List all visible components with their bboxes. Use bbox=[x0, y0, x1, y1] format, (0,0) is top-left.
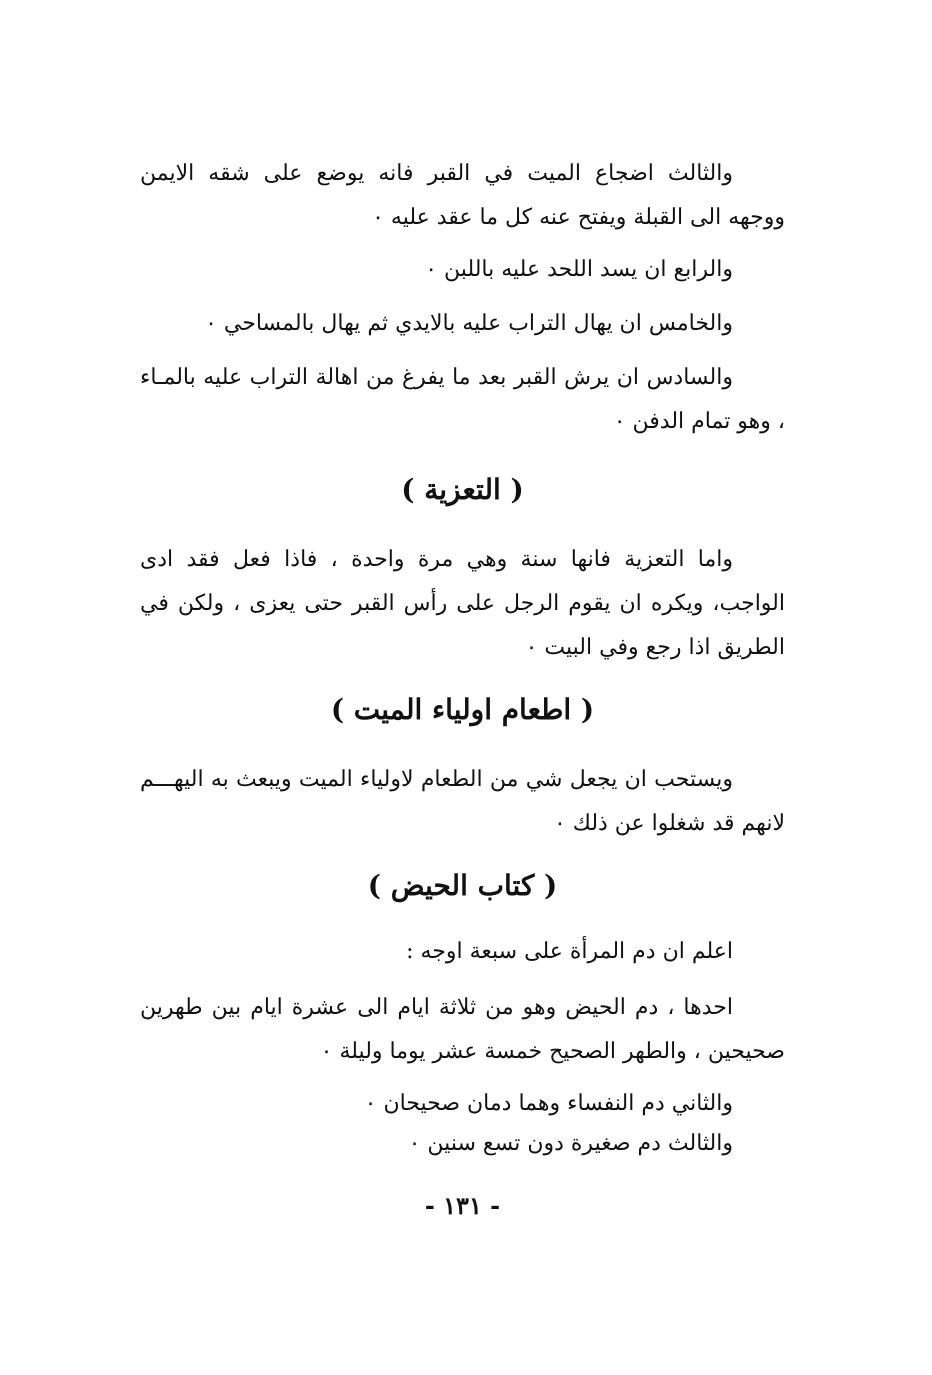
paragraph-second-blood-type: والثاني دم النفساء وهما دمان صحيحان ٠ bbox=[364, 1091, 733, 1116]
paragraph-first-blood-type: احدها ، دم الحيض وهو من ثلاثة ايام الى عشرة ايام بين طهرين صحيحين ، والطهر الصحيح خمسة عشر يوما وليلة ٠ bbox=[140, 995, 785, 1064]
paragraph-third-burial-step: والثالث اضجاع الميت في القبر فانه يوضع على شقه الايمن ووجهه الى القبلة ويفتح عنه كل ما عقد عليه ٠ bbox=[140, 161, 785, 230]
paragraph-blood-types-intro: اعلم ان دم المرأة على سبعة اوجه : bbox=[406, 939, 733, 964]
paragraph-third-blood-type: والثالث دم صغيرة دون تسع سنين ٠ bbox=[408, 1131, 733, 1156]
heading-kitab-hayd: ( كتاب الحيض ) bbox=[367, 869, 558, 902]
paragraph-fifth-burial-step: والخامس ان يهال التراب عليه بالايدي ثم يهال بالمساحي ٠ bbox=[205, 311, 733, 336]
paragraph-itam-awliya: ويستحب ان يجعل شي من الطعام لاولياء الميت ويبعث به اليهـــم لانهم قد شغلوا عن ذلك ٠ bbox=[140, 767, 785, 836]
paragraph-fourth-burial-step: والرابع ان يسد اللحد عليه باللبن ٠ bbox=[425, 257, 733, 282]
paragraph-sixth-burial-step: والسادس ان يرش القبر بعد ما يفرغ من اهالة التراب عليه بالمـاء ، وهو تمام الدفن ٠ bbox=[140, 365, 785, 434]
page-number: - ١٣١ - bbox=[424, 1191, 501, 1220]
paragraph-taziya: واما التعزية فانها سنة وهي مرة واحدة ، فاذا فعل فقد ادى الواجب، ويكره ان يقوم الرجل على رأس القبر حتى يعزى ، ولكن في الطريق اذا رجع وفي البيت ٠ bbox=[140, 547, 785, 660]
heading-itam-awliya: ( اطعام اولياء الميت ) bbox=[330, 693, 595, 726]
heading-taziya: ( التعزية ) bbox=[401, 473, 524, 506]
